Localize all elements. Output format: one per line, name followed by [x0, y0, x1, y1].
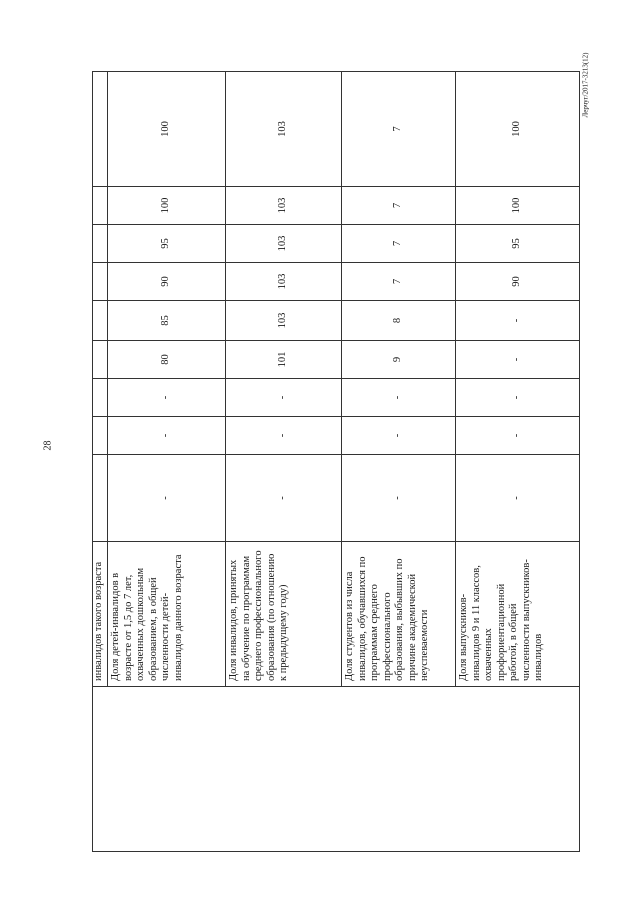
empty-cell [93, 417, 108, 455]
value-cell: - [226, 417, 342, 455]
row-label: Доля детей-инвалидов в возрасте от 1,5 до 7 лет, охваченных дошкольным образованием, в общей численности детей-инвалидов данного возраста [108, 542, 226, 687]
value-cell: 80 [108, 341, 226, 379]
value-cell: 100 [108, 72, 226, 187]
empty-cell [93, 72, 108, 187]
value-cell: 95 [456, 225, 580, 263]
value-cell: 7 [342, 72, 456, 187]
value-cell: - [456, 301, 580, 341]
document-footer: Лерчуг/2017-3213(12) [581, 52, 589, 118]
empty-cell [93, 379, 108, 417]
indicators-table [92, 71, 580, 852]
value-cell: 90 [456, 263, 580, 301]
value-cell: 103 [226, 72, 342, 187]
empty-cell [93, 341, 108, 379]
value-cell: 103 [226, 263, 342, 301]
value-cell: 103 [226, 301, 342, 341]
value-cell: 9 [342, 341, 456, 379]
rotated-table-container [92, 72, 578, 852]
value-cell: 100 [108, 187, 226, 225]
empty-cell [93, 225, 108, 263]
value-cell: 85 [108, 301, 226, 341]
empty-cell [93, 687, 580, 852]
value-cell: - [456, 455, 580, 542]
empty-cell [93, 263, 108, 301]
row-label: Доля выпускников-инвалидов 9 и 11 классов, охваченных профориентационной работой, в общей численности выпускников-инвалидов [456, 542, 580, 687]
value-cell: 95 [108, 225, 226, 263]
value-cell: - [456, 417, 580, 455]
row-label: Доля инвалидов, принятых на обучение по программам среднего профессионального образования (по отношению к предыдущему году) [226, 542, 342, 687]
value-cell: - [226, 379, 342, 417]
value-cell: 7 [342, 187, 456, 225]
value-cell: - [456, 341, 580, 379]
value-cell: 100 [456, 187, 580, 225]
value-cell: - [108, 417, 226, 455]
value-cell: - [108, 455, 226, 542]
value-cell: - [342, 455, 456, 542]
value-cell: 100 [456, 72, 580, 187]
page-number: 28 [42, 440, 54, 450]
value-cell: 101 [226, 341, 342, 379]
value-cell: - [226, 455, 342, 542]
value-cell: - [342, 379, 456, 417]
header-text-cell: инвалидов такого возраста [93, 542, 108, 687]
value-cell: - [108, 379, 226, 417]
table-row-header [93, 72, 108, 852]
value-cell: 103 [226, 225, 342, 263]
empty-cell [93, 187, 108, 225]
value-cell: 7 [342, 225, 456, 263]
value-cell: 90 [108, 263, 226, 301]
row-label: Доля студентов из числа инвалидов, обучавшихся по программам среднего профессионального образования, выбывших по причине академической неуспеваемости [342, 542, 456, 687]
value-cell: 103 [226, 187, 342, 225]
empty-cell [93, 301, 108, 341]
value-cell: - [342, 417, 456, 455]
value-cell: - [456, 379, 580, 417]
value-cell: 7 [342, 263, 456, 301]
empty-cell [93, 455, 108, 542]
value-cell: 8 [342, 301, 456, 341]
